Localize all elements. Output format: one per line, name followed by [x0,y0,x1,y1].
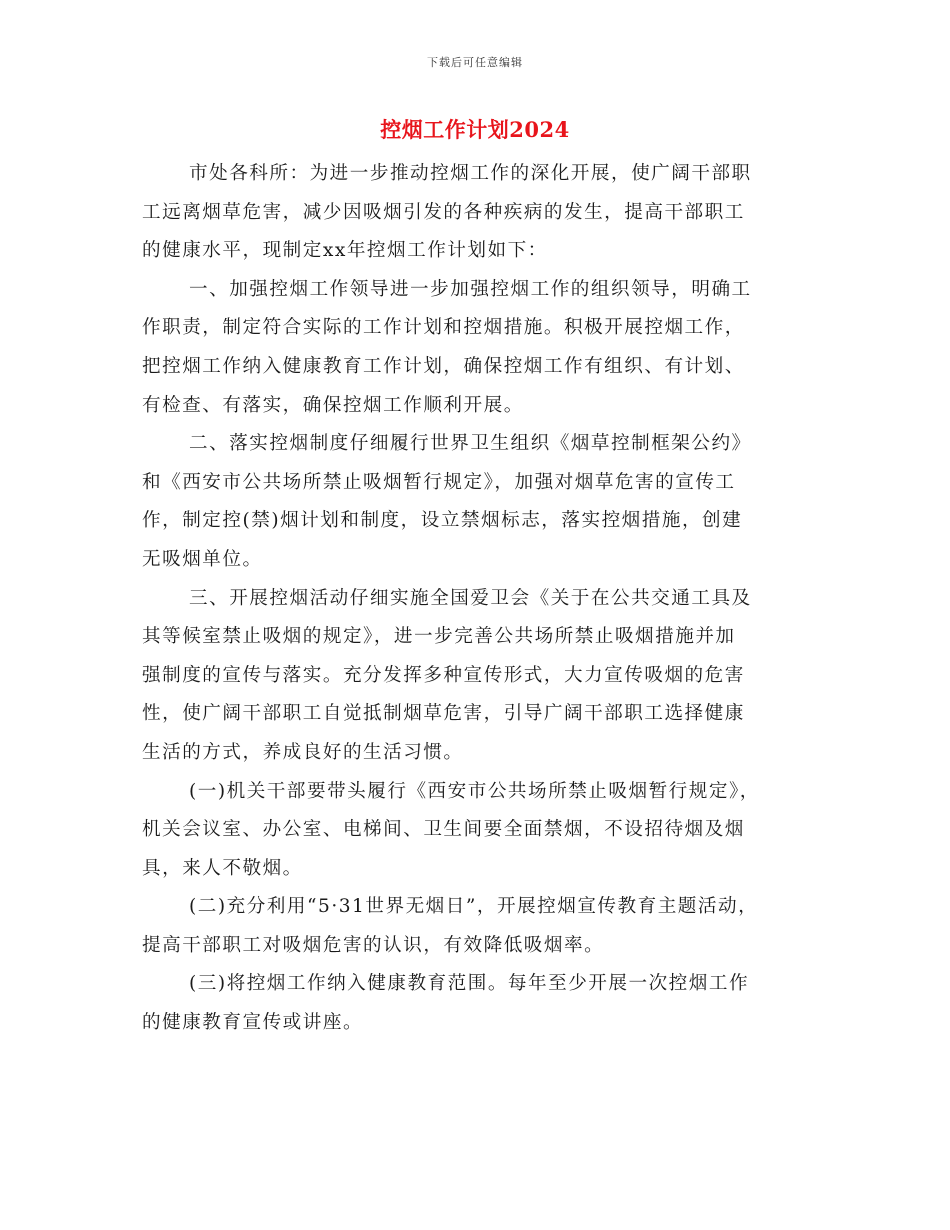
paragraph-line: 机关会议室、办公室、电梯间、卫生间要全面禁烟，不设招待烟及烟 [142,819,745,841]
paragraph-line: 强制度的宣传与落实。充分发挥多种宣传形式，大力宣传吸烟的危害 [142,664,745,686]
paragraph-line: 的健康教育宣传或讲座。 [142,1012,364,1034]
header-note: 下载后可任意编辑 [427,56,523,69]
paragraph-line: 工远离烟草危害，减少因吸烟引发的各种疾病的发生，提高干部职工 [142,201,745,223]
paragraph-line: (一)机关干部要带头履行《西安市公共场所禁止吸烟暂行规定》， [189,780,760,802]
paragraph-line: 无吸烟单位。 [142,548,263,570]
document-body [142,155,802,1043]
paragraph-line: 生活的方式，养成良好的生活习惯。 [142,741,464,763]
paragraph-line: 有检查、有落实，确保控烟工作顺利开展。 [142,394,524,416]
paragraph-line: 二、落实控烟制度仔细履行世界卫生组织《烟草控制框架公约》 [189,433,752,455]
paragraph-line: (二)充分利用“5·31世界无烟日”，开展控烟宣传教育主题活动， [189,896,759,918]
paragraph-line: (三)将控烟工作纳入健康教育范围。每年至少开展一次控烟工作 [189,973,750,995]
paragraph-line: 具，来人不敬烟。 [142,857,303,879]
paragraph-line: 市处各科所：为进一步推动控烟工作的深化开展，使广阔干部职 [189,163,752,184]
paragraph-line: 三、开展控烟活动仔细实施全国爱卫会《关于在公共交通工具及 [189,587,752,609]
paragraph-line: 作职责，制定符合实际的工作计划和控烟措施。积极开展控烟工作， [142,317,745,339]
paragraph-line: 作，制定控(禁)烟计划和制度，设立禁烟标志，落实控烟措施，创建 [142,510,743,532]
paragraph-line: 提高干部职工对吸烟危害的认识，有效降低吸烟率。 [142,934,605,956]
paragraph-line: 其等候室禁止吸烟的规定》，进一步完善公共场所禁止吸烟措施并加 [142,626,736,648]
paragraph-line: 的健康水平，现制定xx年控烟工作计划如下： [142,240,548,262]
paragraph-line: 性，使广阔干部职工自觉抵制烟草危害，引导广阔干部职工选择健康 [142,703,745,725]
paragraph-line: 一、加强控烟工作领导进一步加强控烟工作的组织领导，明确工 [189,278,752,300]
paragraph-line: 把控烟工作纳入健康教育工作计划，确保控烟工作有组织、有计划、 [142,355,745,377]
document-title: 控烟工作计划2024 [380,117,570,142]
paragraph-line: 和《西安市公共场所禁止吸烟暂行规定》，加强对烟草危害的宣传工 [142,471,736,493]
